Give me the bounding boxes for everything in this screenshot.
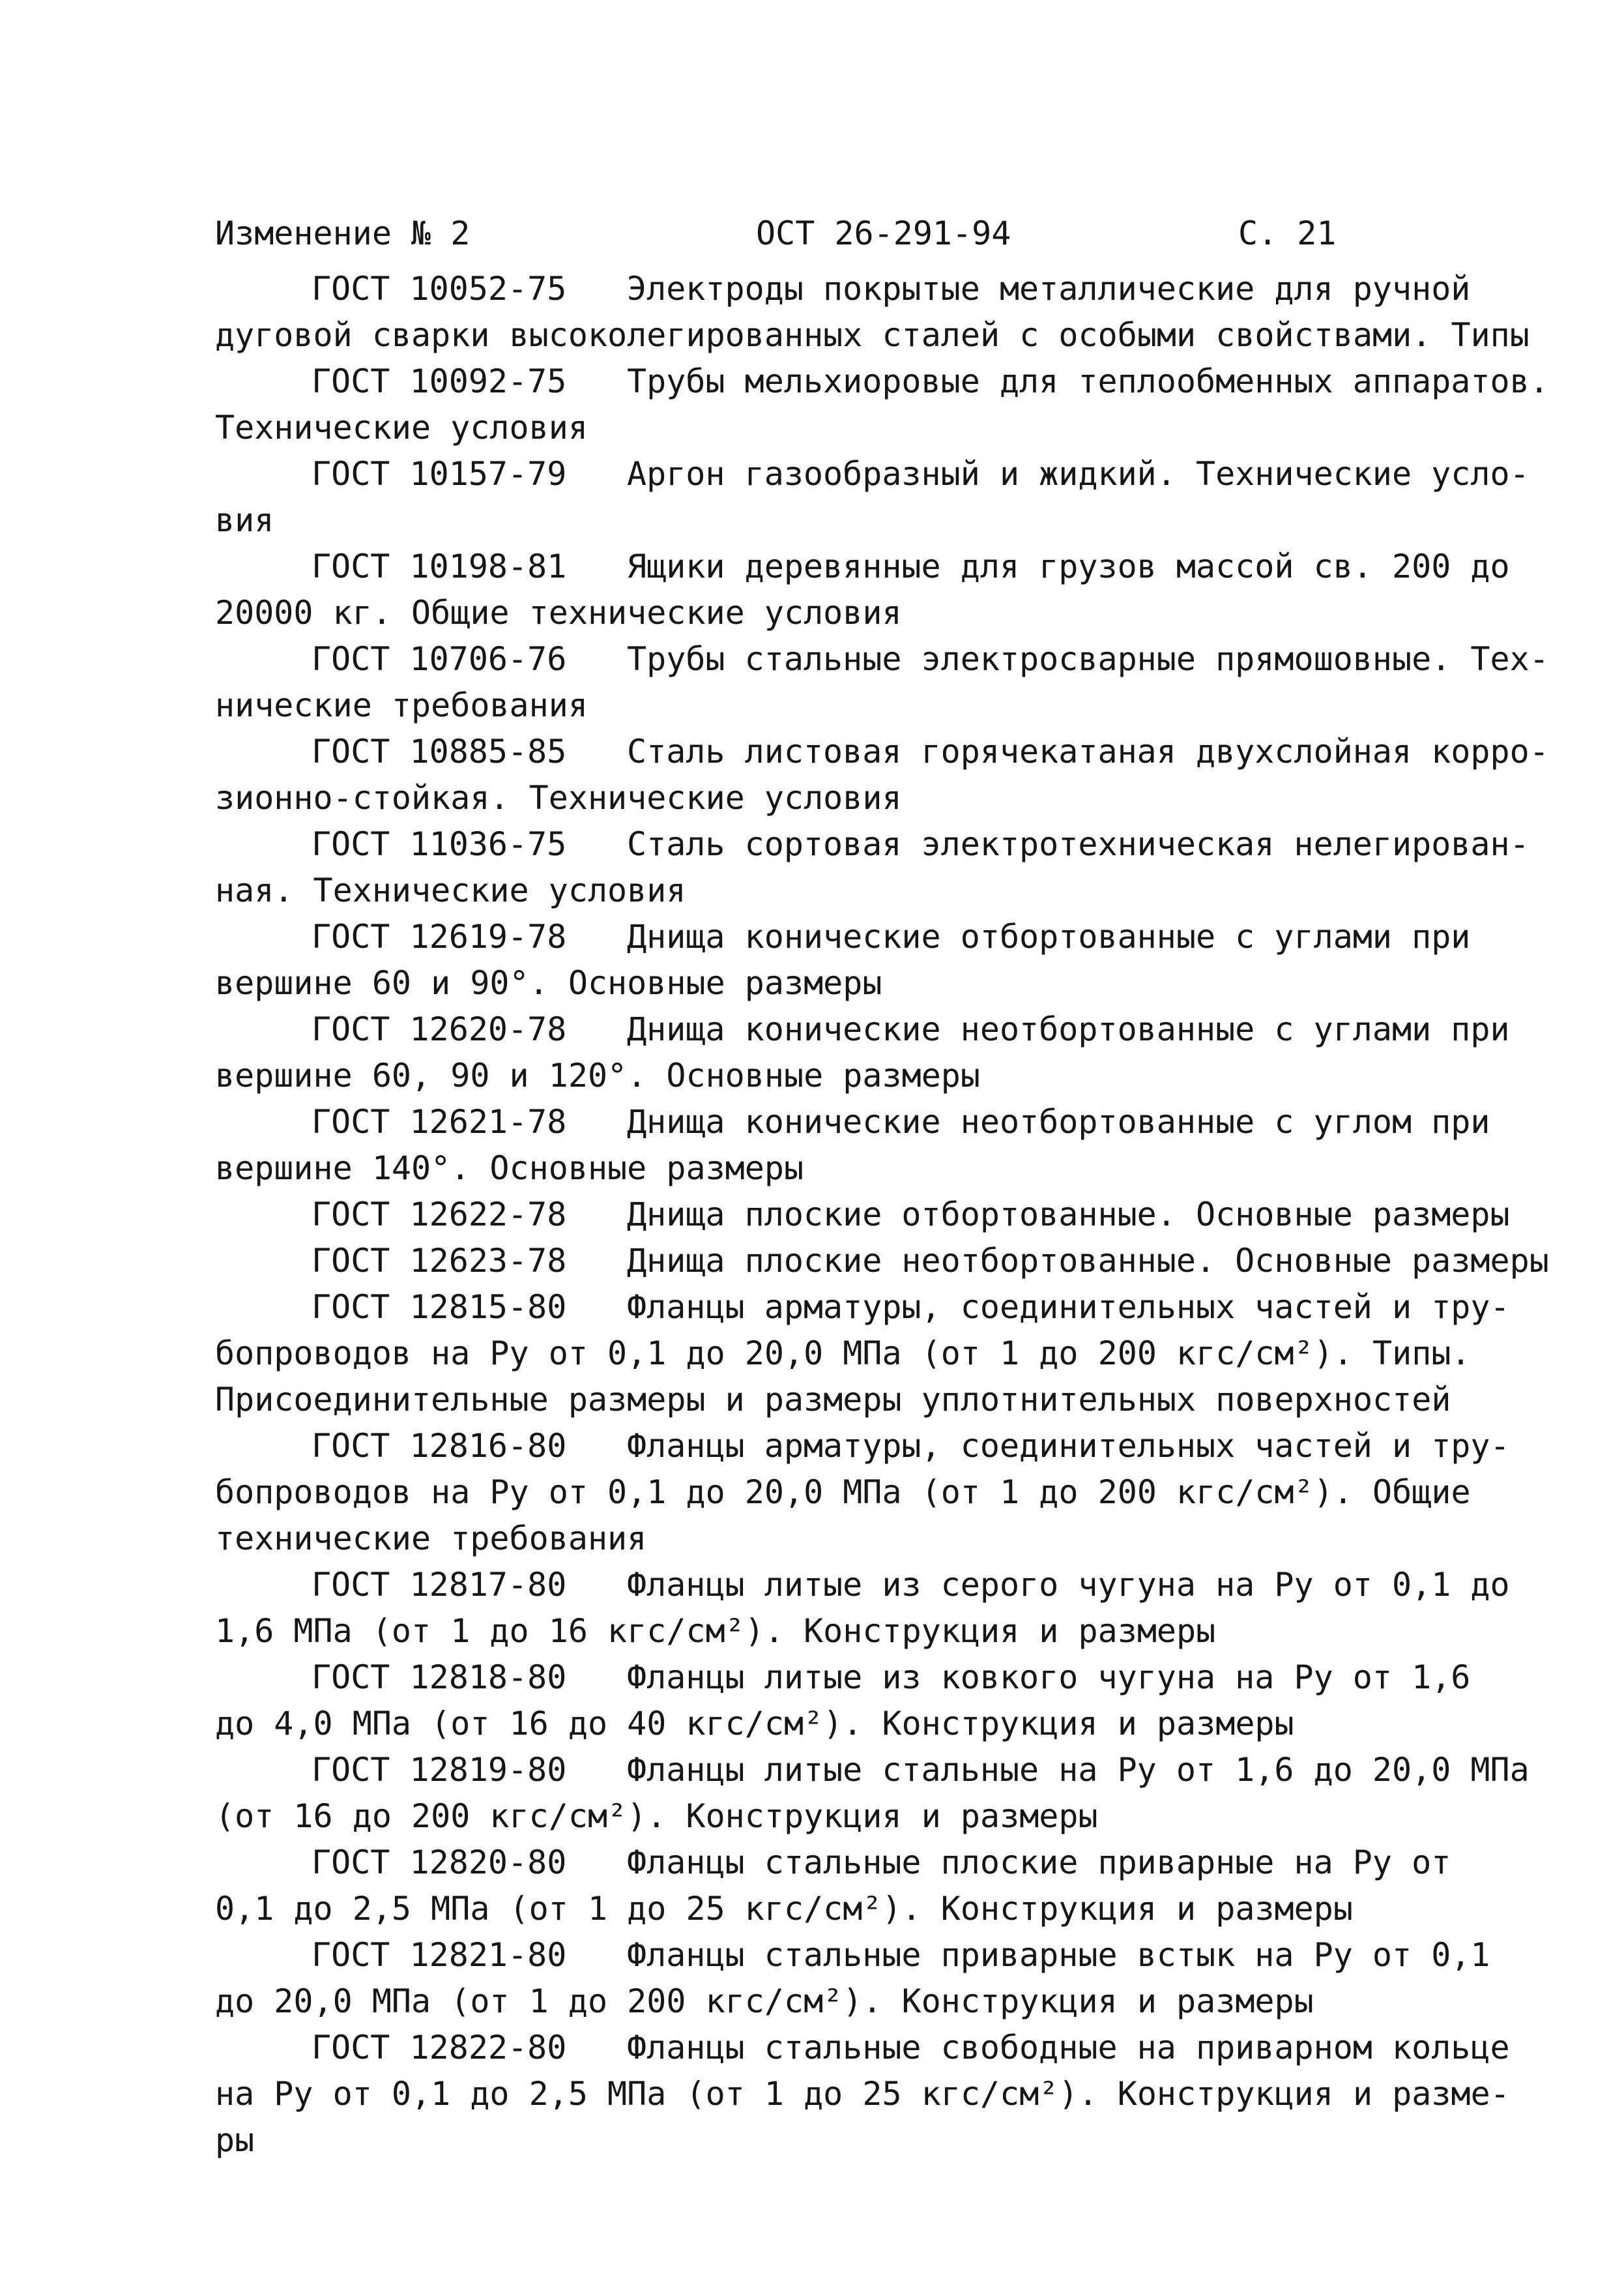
entry-continuation-line: [215, 1330, 1505, 1377]
entry-continuation-line: [215, 868, 1505, 914]
standard-code: ГОСТ 12623-78: [312, 1242, 567, 1280]
standard-description: Сталь листовая горячекатаная двухслойная корро-: [627, 733, 1549, 771]
standard-entry: [215, 1238, 1549, 1284]
standard-description: ры: [215, 2121, 255, 2159]
entry-continuation-line: [215, 1053, 1505, 1099]
standard-entry: [215, 359, 1549, 451]
standard-code: ГОСТ 12622-78: [312, 1196, 567, 1233]
standard-description: вершине 60, 90 и 120°. Основные размеры: [215, 1057, 980, 1095]
entry-first-line: [215, 1932, 1505, 1978]
entry-continuation-line: [215, 1978, 1505, 2025]
page-number: С. 21: [1238, 214, 1337, 252]
standard-code: ГОСТ 10052-75: [312, 270, 567, 308]
standard-description: 0,1 до 2,5 МПа (от 1 до 25 кгс/см²). Конструкция и размеры: [215, 1890, 1353, 1928]
standard-description: Днища конические неотбортованные с углом при: [627, 1103, 1490, 1141]
change-number: Изменение № 2: [215, 214, 471, 252]
standard-description: 20000 кг. Общие технические условия: [215, 594, 902, 632]
standard-entry: [215, 636, 1549, 729]
entry-continuation-line: [215, 312, 1530, 359]
entry-first-line: [215, 1238, 1549, 1284]
entry-first-line: [215, 636, 1549, 683]
standard-entry: [215, 2025, 1510, 2164]
standard-description: ная. Технические условия: [215, 872, 686, 909]
standard-description: Днища плоские неотбортованные. Основные размеры: [627, 1242, 1549, 1280]
standard-description: Днища плоские отбортованные. Основные размеры: [627, 1196, 1510, 1233]
standard-entry: [215, 1099, 1505, 1192]
standard-description: Ящики деревянные для грузов массой св. 200 до: [627, 548, 1510, 585]
standard-entry: [215, 451, 1530, 544]
standard-entry: [215, 1192, 1510, 1238]
standard-entry: [215, 729, 1549, 821]
standard-description: Трубы стальные электросварные прямошовные. Тех-: [627, 640, 1549, 678]
standard-description: Фланцы литые из ковкого чугуна на Ру от 1,6: [627, 1658, 1471, 1696]
standard-entry: [215, 1932, 1505, 2025]
standard-code: ГОСТ 12819-80: [312, 1751, 567, 1789]
entry-continuation-line: [215, 497, 1505, 544]
entry-first-line: [215, 359, 1549, 405]
standard-entry: [215, 1006, 1510, 1099]
standard-code: ГОСТ 10198-81: [312, 548, 567, 585]
entry-continuation-line: [215, 1701, 1505, 1747]
entry-first-line: [215, 914, 1505, 960]
standard-description: до 20,0 МПа (от 1 до 200 кгс/см²). Конструкция и размеры: [215, 1982, 1314, 2020]
entry-continuation-line: [215, 683, 1505, 729]
entry-first-line: [215, 1284, 1510, 1330]
standard-description: Электроды покрытые металлические для ручной: [627, 270, 1471, 308]
entry-first-line: [215, 1747, 1530, 1793]
entry-first-line: [215, 729, 1549, 775]
standard-description: вия: [215, 501, 274, 539]
entry-continuation-line: [215, 590, 1505, 636]
standard-description: Фланцы стальные приварные встык на Ру от 0,1: [627, 1936, 1490, 1974]
standard-description: Фланцы литые стальные на Ру от 1,6 до 20,0 МПа: [627, 1751, 1530, 1789]
standard-description: 1,6 МПа (от 1 до 16 кгс/см²). Конструкция и размеры: [215, 1612, 1216, 1650]
entry-first-line: [215, 266, 1505, 312]
entry-continuation-line: [215, 2117, 1505, 2164]
standard-description: вершине 60 и 90°. Основные размеры: [215, 964, 882, 1002]
standard-entry: [215, 1284, 1510, 1423]
standard-entry: [215, 266, 1530, 359]
entry-first-line: [215, 821, 1530, 868]
standard-entry: [215, 544, 1510, 636]
entry-first-line: [215, 544, 1510, 590]
entry-continuation-line: [215, 1145, 1505, 1192]
standard-description: вершине 140°. Основные размеры: [215, 1149, 804, 1187]
standard-description: технические требования: [215, 1520, 647, 1557]
standard-code: ГОСТ 12621-78: [312, 1103, 567, 1141]
standard-description: Фланцы арматуры, соединительных частей и тру-: [627, 1288, 1510, 1326]
standard-description: Трубы мельхиоровые для теплообменных аппаратов.: [627, 362, 1549, 400]
standard-description: Фланцы арматуры, соединительных частей и тру-: [627, 1427, 1510, 1465]
entry-first-line: [215, 1562, 1510, 1608]
standard-entry: [215, 1654, 1505, 1747]
standard-code: ГОСТ 12820-80: [312, 1844, 567, 1881]
standard-entry: [215, 914, 1505, 1006]
entry-first-line: [215, 1423, 1510, 1469]
standard-code: ГОСТ 12619-78: [312, 918, 567, 956]
entry-first-line: [215, 1006, 1510, 1053]
standard-number: ОСТ 26-291-94: [756, 214, 1011, 252]
standard-description: бопроводов на Ру от 0,1 до 20,0 МПа (от 1 до 200 кгс/см²). Общие: [215, 1473, 1471, 1511]
standard-description: Технические условия: [215, 409, 588, 447]
standard-entry: [215, 1840, 1505, 1932]
entry-first-line: [215, 2025, 1510, 2071]
standard-code: ГОСТ 12815-80: [312, 1288, 567, 1326]
standard-description: Днища конические неотбортованные с углами при: [627, 1010, 1510, 1048]
standard-description: дуговой сварки высоколегированных сталей с особыми свойствами. Типы: [215, 316, 1530, 354]
standard-description: зионно-стойкая. Технические условия: [215, 779, 902, 817]
entry-continuation-line: [215, 1608, 1505, 1654]
entry-first-line: [215, 451, 1530, 497]
standard-code: ГОСТ 12816-80: [312, 1427, 567, 1465]
standard-description: на Ру от 0,1 до 2,5 МПа (от 1 до 25 кгс/см²). Конструкция и разме-: [215, 2075, 1510, 2113]
standard-description: бопроводов на Ру от 0,1 до 20,0 МПа (от 1 до 200 кгс/см²). Типы.: [215, 1334, 1471, 1372]
standard-description: Фланцы литые из серого чугуна на Ру от 0,1 до: [627, 1566, 1510, 1604]
standard-description: Фланцы стальные плоские приварные на Ру от: [627, 1844, 1451, 1881]
standard-code: ГОСТ 12817-80: [312, 1566, 567, 1604]
standard-description: Аргон газообразный и жидкий. Технические усло-: [627, 455, 1530, 493]
entry-continuation-line: [215, 1793, 1505, 1840]
entry-continuation-line: [215, 1516, 1505, 1562]
standards-list: [215, 266, 1549, 2164]
entry-first-line: [215, 1192, 1510, 1238]
standard-code: ГОСТ 12818-80: [312, 1658, 567, 1696]
standard-code: ГОСТ 12620-78: [312, 1010, 567, 1048]
entry-continuation-line: [215, 405, 1505, 451]
standard-code: ГОСТ 11036-75: [312, 825, 567, 863]
standard-description: Присоединительные размеры и размеры уплотнительных поверхностей: [215, 1381, 1451, 1418]
page-header: [215, 207, 1362, 259]
entry-continuation-line: [215, 1469, 1505, 1516]
entry-first-line: [215, 1654, 1505, 1701]
standard-code: ГОСТ 10885-85: [312, 733, 567, 771]
standard-description: (от 16 до 200 кгс/см²). Конструкция и размеры: [215, 1797, 1098, 1835]
standard-entry: [215, 821, 1530, 914]
standard-code: ГОСТ 10157-79: [312, 455, 567, 493]
standard-description: нические требования: [215, 686, 588, 724]
standard-entry: [215, 1747, 1530, 1840]
entry-first-line: [215, 1099, 1505, 1145]
standard-description: Фланцы стальные свободные на приварном кольце: [627, 2029, 1510, 2066]
entry-continuation-line: [215, 960, 1505, 1006]
standard-code: ГОСТ 12821-80: [312, 1936, 567, 1974]
standard-description: Сталь сортовая электротехническая нелегирован-: [627, 825, 1530, 863]
entry-continuation-line: [215, 775, 1505, 821]
standard-code: ГОСТ 10092-75: [312, 362, 567, 400]
entry-first-line: [215, 1840, 1505, 1886]
standard-code: ГОСТ 12822-80: [312, 2029, 567, 2066]
entry-continuation-line: [215, 1377, 1505, 1423]
entry-continuation-line: [215, 1886, 1505, 1932]
standard-entry: [215, 1562, 1510, 1654]
entry-continuation-line: [215, 2071, 1510, 2117]
standard-description: Днища конические отбортованные с углами при: [627, 918, 1471, 956]
standard-description: до 4,0 МПа (от 16 до 40 кгс/см²). Конструкция и размеры: [215, 1705, 1294, 1742]
standard-code: ГОСТ 10706-76: [312, 640, 567, 678]
standard-entry: [215, 1423, 1510, 1562]
